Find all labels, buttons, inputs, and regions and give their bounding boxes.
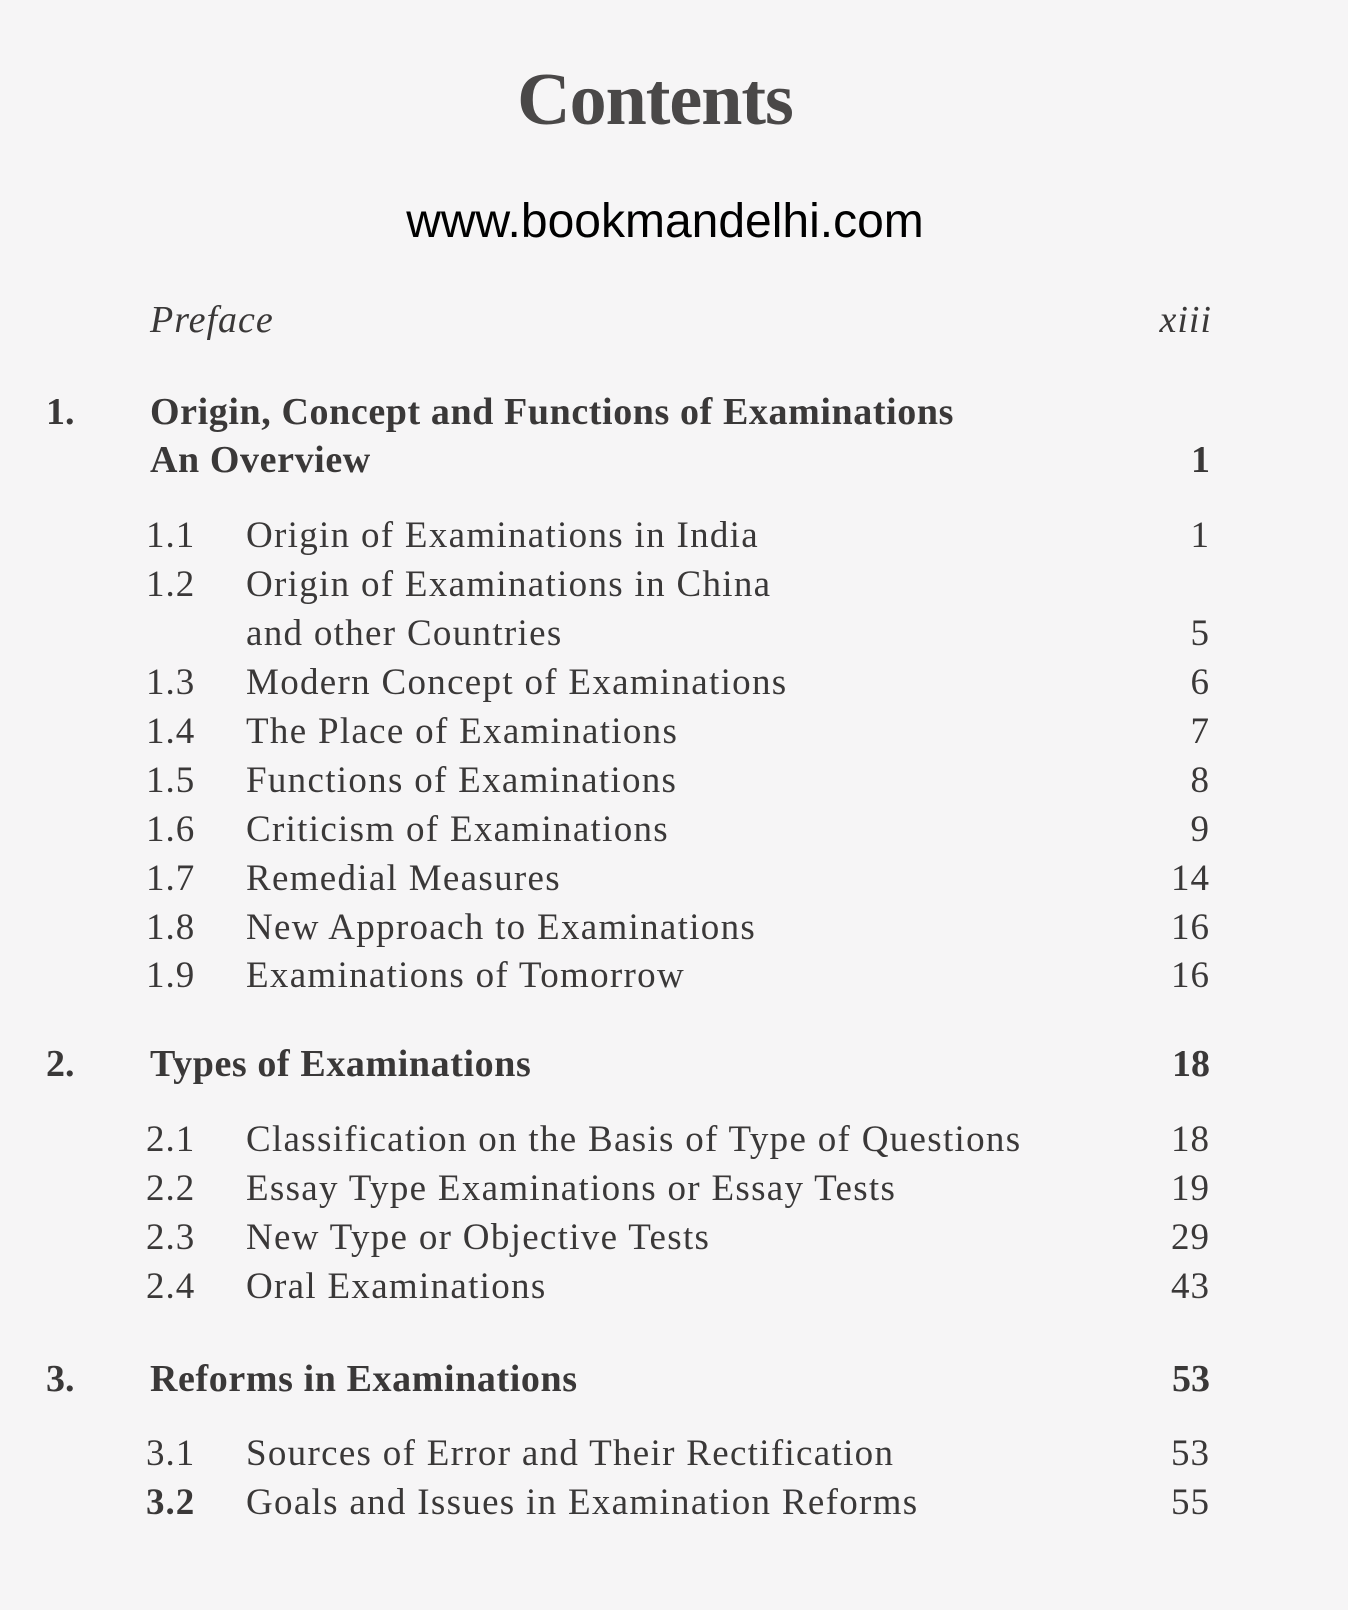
section-number: 2.3 [146,1217,196,1258]
chapter-title: Origin, Concept and Functions of Examinations [150,391,954,433]
section-number: 1.5 [146,760,196,801]
section-page: 14 [1171,858,1210,899]
chapter-title: Types of Examinations [150,1043,532,1085]
toc-section [0,1165,1348,1213]
section-number: 2.2 [146,1168,196,1209]
section-title: The Place of Examinations [246,711,679,752]
chapter-page: 53 [1172,1358,1210,1400]
section-number: 1.9 [146,955,196,996]
section-number: 1.3 [146,662,196,703]
section-page: 18 [1171,1119,1210,1160]
section-title: Sources of Error and Their Rectification [246,1433,895,1474]
toc-section [0,561,1348,609]
toc-section [0,1214,1348,1262]
section-title: Classification on the Basis of Type of Questions [246,1119,1022,1160]
section-page: 5 [1190,613,1210,654]
section-page: 16 [1171,955,1210,996]
section-number: 2.4 [146,1266,196,1307]
toc-section [0,1116,1348,1164]
website-url: www.bookmandelhi.com [406,195,924,248]
section-title: New Type or Objective Tests [246,1217,711,1258]
section-page: 8 [1190,760,1210,801]
section-title: Goals and Issues in Examination Reforms [246,1482,919,1523]
toc-chapter-3 [0,1355,1348,1403]
chapter-title-cont: An Overview [150,439,371,481]
toc-entry-title: Preface [150,299,274,341]
section-title: Essay Type Examinations or Essay Tests [246,1168,897,1209]
section-title-cont: and other Countries [246,613,563,654]
toc-section [0,806,1348,854]
page-title: Contents [517,59,793,141]
toc-section [0,512,1348,560]
section-title: Origin of Examinations in China [246,564,772,605]
section-page: 1 [1190,515,1210,556]
toc-entry-page: xiii [1159,299,1212,341]
section-title: Functions of Examinations [246,760,678,801]
section-number: 1.8 [146,907,196,948]
toc-section [0,1430,1348,1478]
section-page: 53 [1171,1433,1210,1474]
section-title: Examinations of Tomorrow [246,955,685,996]
chapter-page: 18 [1172,1043,1210,1085]
section-number: 1.4 [146,711,196,752]
section-title: Modern Concept of Examinations [246,662,788,703]
section-title: Origin of Examinations in India [246,515,759,556]
toc-section [0,708,1348,756]
section-page: 16 [1171,907,1210,948]
toc-section [0,1263,1348,1311]
toc-chapter-2 [0,1040,1348,1088]
section-number: 3.2 [146,1482,196,1523]
section-page: 7 [1190,711,1210,752]
toc-section [0,1479,1348,1527]
chapter-number: 3. [46,1358,75,1400]
section-title: Criticism of Examinations [246,809,670,850]
section-number: 1.1 [146,515,196,556]
chapter-number: 1. [46,391,75,433]
chapter-number: 2. [46,1043,75,1085]
section-page: 9 [1190,809,1210,850]
toc-chapter-1 [0,388,1348,436]
section-title: New Approach to Examinations [246,907,757,948]
toc-entry-preface [0,296,1348,344]
toc-section [0,659,1348,707]
toc-section [0,855,1348,903]
chapter-title: Reforms in Examinations [150,1358,578,1400]
section-page: 43 [1171,1266,1210,1307]
chapter-page: 1 [1191,439,1210,481]
toc-section [0,904,1348,952]
section-page: 19 [1171,1168,1210,1209]
section-page: 29 [1171,1217,1210,1258]
section-number: 3.1 [146,1433,196,1474]
section-page: 55 [1171,1482,1210,1523]
section-number: 1.2 [146,564,196,605]
toc-section [0,952,1348,1000]
toc-chapter-1-cont [0,436,1348,484]
toc-section-cont [0,610,1348,658]
section-page: 6 [1190,662,1210,703]
section-title: Oral Examinations [246,1266,547,1307]
section-number: 1.7 [146,858,196,899]
section-title: Remedial Measures [246,858,561,899]
section-number: 1.6 [146,809,196,850]
section-number: 2.1 [146,1119,196,1160]
toc-section [0,757,1348,805]
